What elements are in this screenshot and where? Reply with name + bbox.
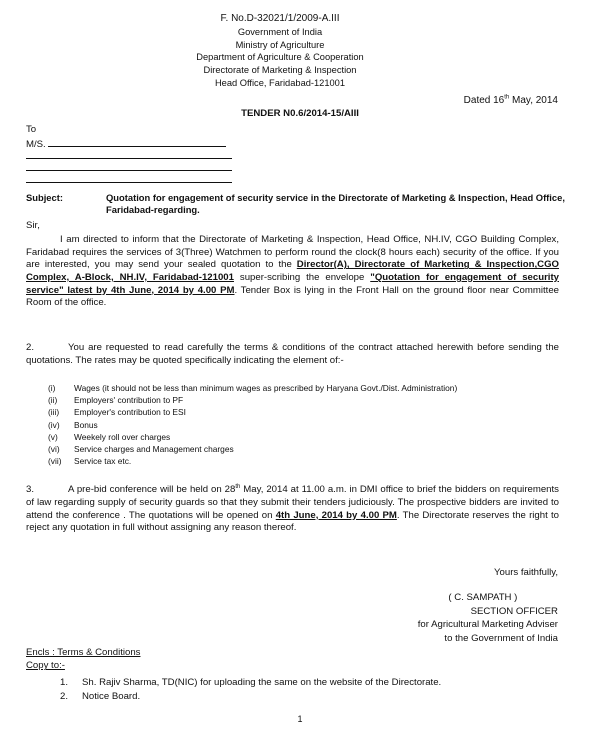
to-label: To [26,124,37,135]
paragraph-2: 2. You are requested to read carefully the terms & conditions of the contract attached herewith before sending the quotations. The rates may be quoted specifically indicating the element of:- [26,342,559,366]
blank-line [48,137,226,147]
opening-date: 4th June, 2014 by 4.00 PM [275,509,397,521]
blank-line [26,173,232,183]
enclosures [26,646,140,673]
rate-elements-list [48,382,457,467]
list-item: (iv) Bonus [48,419,98,430]
director-address: Director(A), Directorate of Marketing & Inspection,CGO Complex, A-Block, NH.IV, Faridabad-121001 [26,259,559,283]
signatory-to: to the Government of India [444,632,558,644]
blank-line [26,161,232,171]
letterhead [150,12,410,90]
list-item: 1. Sh. Rajiv Sharma, TD(NIC) for uploading the same on the website of the Directorate. [60,677,442,688]
signatory-designation: SECTION OFFICER [470,605,558,617]
header-government: Government of India [237,26,323,37]
list-item: (i) Wages (it should not be less than minimum wages as prescribed by Haryana Govt./Dist. Administration) [48,383,458,393]
enclosure-label: Encls : Terms & Conditions [26,647,141,658]
file-number: F. No.D-32021/1/2009-A.III [220,13,340,24]
page-number: 1 [297,714,303,724]
closing: Yours faithfully, [494,567,558,578]
tender-number: TENDER N0.6/2014-15/AIII [241,108,359,119]
list-item: 2. Notice Board. [60,691,141,703]
signature-block [418,566,558,645]
addressee-block [26,124,232,185]
paragraph-3: 3. A pre-bid conference will be held on 28th May, 2014 at 11.00 a.m. in DMI office to brief the bidders on requirements of law regarding supply of security guards so that they submit their tenders judiciously. The prospective bidders are invited to attend the conference . The quotations will be opened on 4th June, 2014 by 4.00 PM. The Directorate reserves the right to reject any quotation in full without assigning any reason thereof. [26,484,559,534]
list-item: (iii) Employer's contribution to ESI [48,407,186,418]
copy-to-list [60,676,441,704]
header-ministry: Ministry of Agriculture [235,39,325,50]
list-item: (vii) Service tax etc. [48,456,132,467]
header-directorate: Directorate of Marketing & Inspection [203,65,357,76]
subject-text: Quotation for engagement of security service in the Directorate of Marketing & Inspection, Head Office, Faridabad-regarding. [106,192,565,216]
paragraph-1: I am directed to inform that the Directorate of Marketing & Inspection, Head Office, NH.IV, CGO Building Complex, Faridabad requires the services of 3(Three) Watchmen to perform round the clock(8 hours each) security of the office. If you are interested, you may send your sealed quotation to the Director(A), Directorate of Marketing & Inspection,CGO Complex, A-Block, NH.IV, Faridabad-121001 super-scribing the envelope "Quotation for engagement of security service" latest by 4th June, 2014 by 4.00 PM. Tender Box is lying in the Front Hall on the ground floor near Committee Room of the office. [26,234,559,309]
list-item: (v) Weekely roll over charges [48,431,171,442]
signatory-name: ( C. SAMPATH ) [448,592,518,604]
letter-date: Dated 16th May, 2014 [463,94,558,106]
subject-label: Subject: [26,192,63,203]
list-item: (vi) Service charges and Management charges [48,443,234,454]
envelope-superscription: "Quotation for engagement of security service" latest by 4th June, 2014 by 4.00 PM [26,271,559,296]
header-department: Department of Agriculture & Cooperation [196,52,364,63]
list-item: (ii) Employers' contribution to PF [48,395,184,406]
salutation: Sir, [26,220,40,231]
header-office: Head Office, Faridabad-121001 [214,78,346,89]
signatory-for: for Agricultural Marketing Adviser [417,619,558,631]
blank-line [26,149,232,159]
ms-label: M/S. [26,138,46,150]
copy-to-label: Copy to:- [26,660,65,672]
